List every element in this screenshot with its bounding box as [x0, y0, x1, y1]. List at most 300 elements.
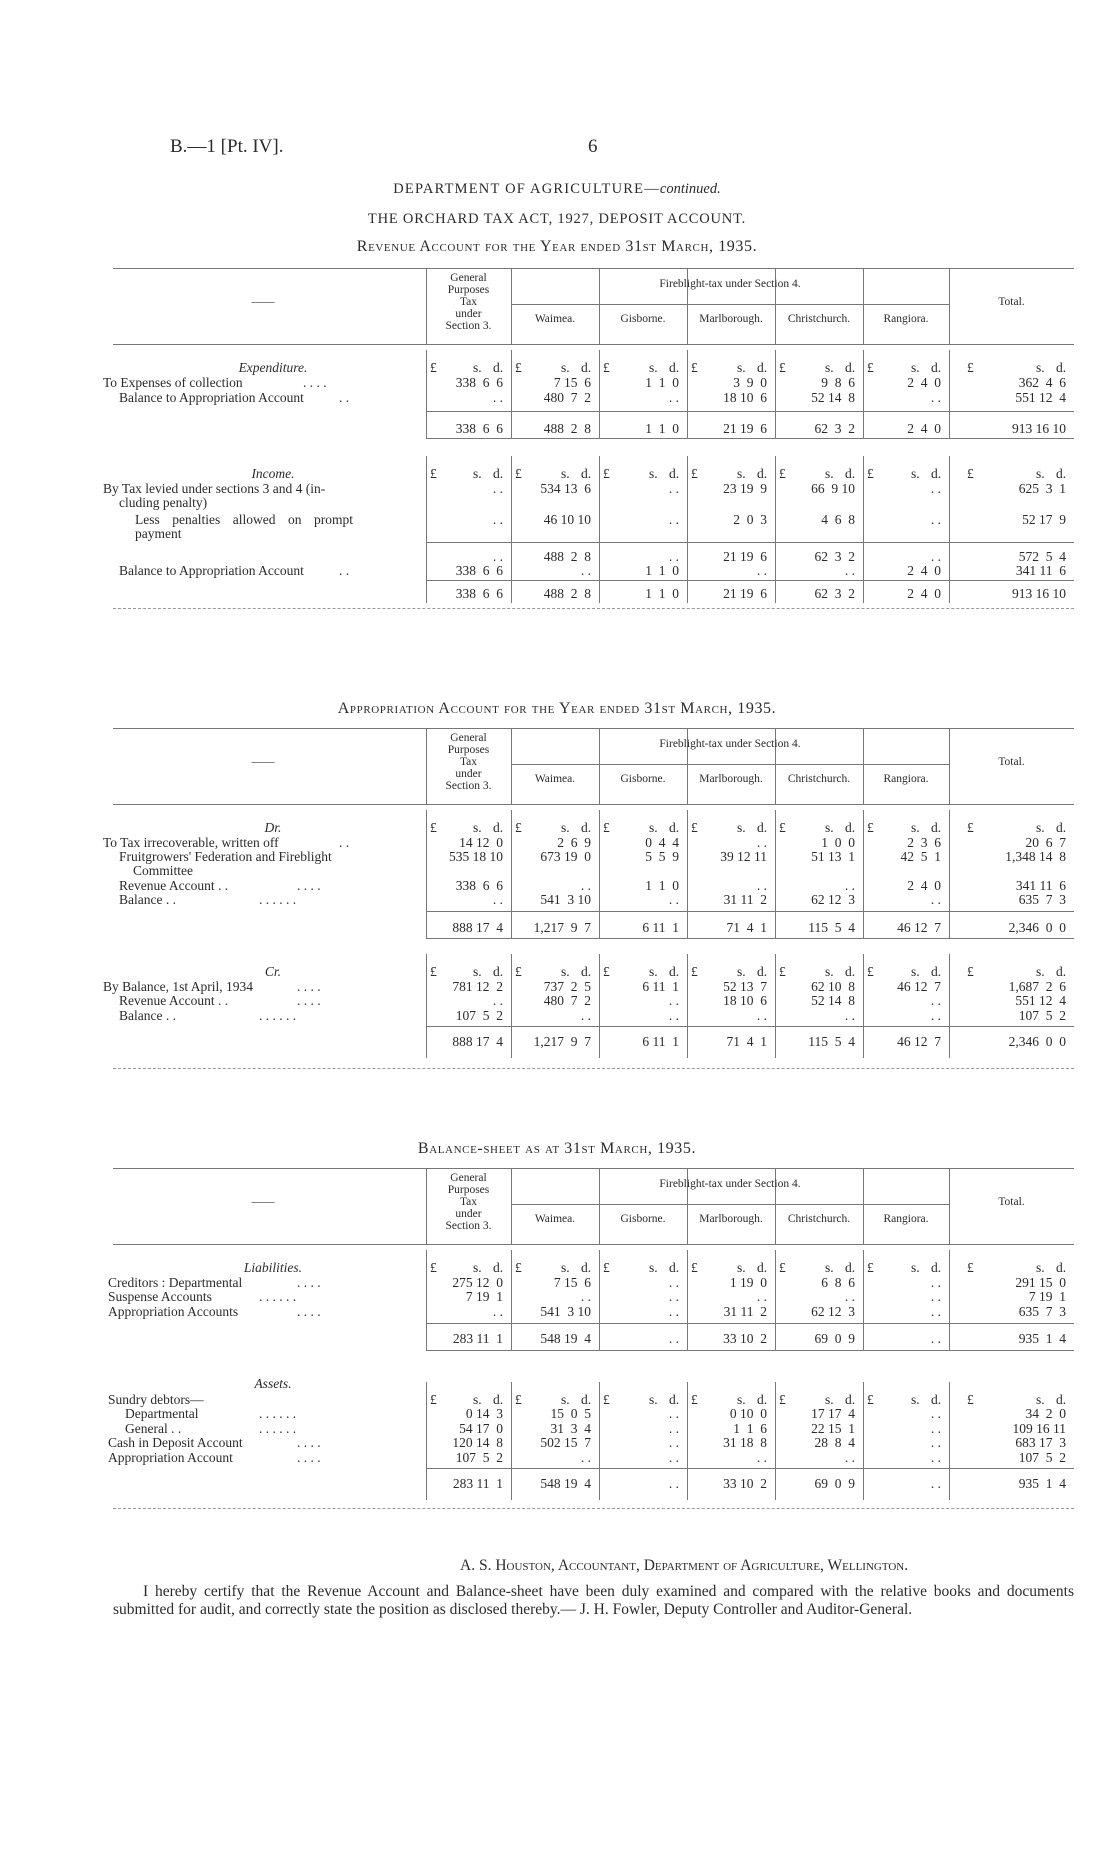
column-divider: [687, 1382, 688, 1500]
column-divider: [687, 456, 688, 580]
amount-cell: 338 6 6: [455, 586, 503, 601]
pound-symbol: £: [867, 964, 874, 979]
gisborne-header: Gisborne.: [620, 313, 666, 325]
row-label: cluding penalty): [119, 495, 208, 510]
pence-symbol: d.: [493, 360, 504, 375]
sum-rule: [426, 580, 1074, 581]
amount-cell: 551 12 4: [1015, 993, 1066, 1008]
pound-symbol: £: [515, 1260, 522, 1275]
row-label: Balance . .: [119, 892, 176, 907]
amount-cell: 52 14 8: [811, 390, 855, 405]
shilling-symbol: s.: [561, 964, 570, 979]
column-divider: [426, 1382, 427, 1500]
amount-cell: . .: [756, 835, 767, 850]
amount-cell: 28 8 4: [814, 1435, 855, 1450]
amount-cell: 7 19 1: [1028, 1289, 1066, 1304]
column-divider: [863, 580, 864, 603]
amount-cell: 1,217 9 7: [533, 1034, 591, 1049]
pence-symbol: d.: [1056, 466, 1067, 481]
amount-cell: 23 19 9: [723, 481, 767, 496]
column-divider: [949, 954, 950, 1058]
pence-symbol: d.: [581, 466, 592, 481]
amount-cell: 551 12 4: [1015, 390, 1066, 405]
christchurch-header: Christchurch.: [787, 773, 851, 785]
pound-symbol: £: [779, 1260, 786, 1275]
pound-symbol: £: [691, 466, 698, 481]
column-divider: [687, 954, 688, 1058]
amount-cell: . .: [492, 549, 503, 564]
amount-cell: 2 3 6: [907, 835, 941, 850]
amount-cell: 548 19 4: [540, 1476, 591, 1491]
amount-cell: 7 15 6: [553, 375, 591, 390]
amount-cell: 3 9 0: [733, 375, 767, 390]
pence-symbol: d.: [669, 964, 680, 979]
total-header: Total.: [998, 756, 1025, 768]
assets-heading: Assets.: [254, 1376, 292, 1391]
shilling-symbol: s.: [737, 820, 746, 835]
pence-symbol: d.: [757, 820, 768, 835]
shilling-symbol: s.: [649, 466, 658, 481]
row-label: Departmental: [125, 1406, 199, 1421]
column-divider: [775, 954, 776, 1058]
amount-cell: 62 10 8: [811, 979, 855, 994]
amount-cell: 488 2 8: [543, 586, 591, 601]
amount-cell: . .: [930, 1435, 941, 1450]
pound-symbol: £: [867, 466, 874, 481]
amount-cell: . .: [668, 1275, 679, 1290]
amount-cell: 69 0 9: [814, 1331, 855, 1346]
amount-cell: 283 11 1: [452, 1331, 503, 1346]
amount-cell: . .: [668, 481, 679, 496]
amount-cell: 291 15 0: [1015, 1275, 1066, 1290]
amount-cell: 888 17 4: [452, 920, 503, 935]
pence-symbol: d.: [493, 964, 504, 979]
auditor-certificate: I hereby certify that the Revenue Account and Balance-sheet have been duly examined and compared with the relative books and documents submitted for audit, and correctly state the position as disclosed thereby.— J. H. Fowler, Deputy Controller and Auditor-General.: [113, 1583, 1074, 1618]
pence-symbol: d.: [757, 964, 768, 979]
pound-symbol: £: [967, 1392, 974, 1407]
column-divider: [426, 954, 427, 1058]
amount-cell: 480 7 2: [543, 993, 591, 1008]
amount-cell: . .: [930, 1450, 941, 1465]
amount-cell: 1 1 0: [645, 375, 679, 390]
gisborne-header: Gisborne.: [620, 773, 666, 785]
amount-cell: 14 12 0: [459, 835, 503, 850]
amount-cell: . .: [930, 1304, 941, 1319]
shilling-symbol: s.: [473, 1392, 482, 1407]
amount-cell: 1,348 14 8: [1005, 849, 1066, 864]
shilling-symbol: s.: [825, 964, 834, 979]
amount-cell: 502 15 7: [540, 1435, 591, 1450]
row-label: Balance to Appropriation Account: [119, 563, 304, 578]
header-bottom-rule: [113, 344, 1074, 345]
amount-cell: . .: [844, 1008, 855, 1023]
shilling-symbol: s.: [473, 360, 482, 375]
amount-cell: 21 19 6: [723, 421, 767, 436]
act-heading: THE ORCHARD TAX ACT, 1927, DEPOSIT ACCOUNT.: [367, 211, 747, 227]
column-divider: [863, 954, 864, 1058]
leader-dots: . . . .: [297, 1304, 321, 1319]
row-label: To Tax irrecoverable, written off: [103, 835, 279, 850]
pence-symbol: d.: [931, 1260, 942, 1275]
shilling-symbol: s.: [911, 360, 920, 375]
amount-cell: 534 13 6: [540, 481, 591, 496]
pound-symbol: £: [430, 964, 437, 979]
shilling-symbol: s.: [825, 820, 834, 835]
leader-dots: . . . .: [297, 878, 321, 893]
pound-symbol: £: [967, 964, 974, 979]
table-bottom-rule: [113, 608, 1074, 609]
amount-cell: 31 11 2: [723, 1304, 767, 1319]
pound-symbol: £: [515, 820, 522, 835]
pound-symbol: £: [603, 1260, 610, 1275]
amount-cell: 107 5 2: [455, 1008, 503, 1023]
column-divider: [863, 1250, 864, 1350]
amount-cell: . .: [668, 549, 679, 564]
row-label: Sundry debtors—: [108, 1392, 204, 1407]
shilling-symbol: s.: [911, 964, 920, 979]
amount-cell: 535 18 10: [449, 849, 503, 864]
amount-cell: . .: [756, 878, 767, 893]
shilling-symbol: s.: [1036, 360, 1045, 375]
table-bottom-rule: [113, 1508, 1074, 1509]
amount-cell: . .: [668, 1304, 679, 1319]
leader-dots: . . . . . .: [259, 1406, 297, 1421]
amount-cell: . .: [668, 1008, 679, 1023]
sum-rule: [426, 1323, 1074, 1324]
page-number: 6: [588, 136, 598, 157]
amount-cell: . .: [756, 563, 767, 578]
amount-cell: 341 11 6: [1015, 563, 1066, 578]
general-tax-header: Section 3.: [445, 320, 492, 332]
amount-cell: . .: [668, 1421, 679, 1436]
general-tax-header: Tax: [459, 296, 478, 308]
stub-dash: ——: [251, 756, 275, 768]
amount-cell: 2 4 0: [907, 375, 941, 390]
shilling-symbol: s.: [649, 360, 658, 375]
amount-cell: 6 11 1: [642, 1034, 679, 1049]
total-header: Total.: [998, 296, 1025, 308]
amount-cell: 0 10 0: [729, 1406, 767, 1421]
shilling-symbol: s.: [473, 1260, 482, 1275]
pence-symbol: d.: [845, 360, 856, 375]
pound-symbol: £: [603, 1392, 610, 1407]
row-label: To Expenses of collection: [103, 375, 243, 390]
amount-cell: 20 6 7: [1025, 835, 1066, 850]
pence-symbol: d.: [493, 1392, 504, 1407]
pound-symbol: £: [691, 1260, 698, 1275]
pound-symbol: £: [691, 1392, 698, 1407]
table-top-rule: [113, 268, 1074, 269]
row-label: Creditors : Departmental: [108, 1275, 243, 1290]
amount-cell: 2 0 3: [733, 512, 767, 527]
pence-symbol: d.: [1056, 820, 1067, 835]
income-heading: Income.: [251, 466, 295, 481]
shilling-symbol: s.: [825, 1392, 834, 1407]
amount-cell: 5 5 9: [645, 849, 679, 864]
amount-cell: 107 5 2: [455, 1450, 503, 1465]
column-divider: [426, 1250, 427, 1350]
amount-cell: 635 7 3: [1018, 1304, 1066, 1319]
amount-cell: . .: [492, 390, 503, 405]
shilling-symbol: s.: [911, 466, 920, 481]
amount-cell: . .: [492, 1304, 503, 1319]
shilling-symbol: s.: [1036, 820, 1045, 835]
amount-cell: . .: [580, 1450, 591, 1465]
amount-cell: 1,217 9 7: [533, 920, 591, 935]
pence-symbol: d.: [757, 1260, 768, 1275]
amount-cell: 62 3 2: [814, 586, 855, 601]
total-header: Total.: [998, 1196, 1025, 1208]
pound-symbol: £: [967, 466, 974, 481]
leader-dots: . . . .: [297, 993, 321, 1008]
amount-cell: 54 17 0: [459, 1421, 503, 1436]
shilling-symbol: s.: [1036, 1392, 1045, 1407]
shilling-symbol: s.: [561, 360, 570, 375]
row-label: Less penalties allowed on prompt: [135, 512, 353, 527]
column-divider: [775, 350, 776, 438]
amount-cell: 107 5 2: [1018, 1450, 1066, 1465]
shilling-symbol: s.: [649, 1392, 658, 1407]
amount-cell: 33 10 2: [723, 1331, 767, 1346]
column-divider: [863, 456, 864, 580]
amount-cell: 39 12 11: [720, 849, 767, 864]
rangiora-header: Rangiora.: [883, 313, 929, 325]
amount-cell: 2 4 0: [907, 586, 941, 601]
pound-symbol: £: [603, 466, 610, 481]
pence-symbol: d.: [757, 1392, 768, 1407]
amount-cell: 935 1 4: [1018, 1476, 1066, 1491]
marlborough-header: Marlborough.: [699, 313, 763, 325]
pence-symbol: d.: [1056, 964, 1067, 979]
pound-symbol: £: [967, 1260, 974, 1275]
amount-cell: 283 11 1: [452, 1476, 503, 1491]
appropriation-account-table: [103, 728, 1074, 1103]
pound-symbol: £: [867, 1392, 874, 1407]
credit-heading: Cr.: [264, 964, 282, 979]
amount-cell: 22 15 1: [811, 1421, 855, 1436]
column-divider: [687, 580, 688, 603]
sum-rule: [426, 938, 1074, 939]
amount-cell: 0 4 4: [645, 835, 679, 850]
row-label: Suspense Accounts: [108, 1289, 212, 1304]
table-top-rule: [113, 1168, 1074, 1169]
pence-symbol: d.: [1056, 1260, 1067, 1275]
revenue-account-table: [103, 268, 1074, 674]
pence-symbol: d.: [493, 820, 504, 835]
row-label: By Balance, 1st April, 1934: [103, 979, 253, 994]
amount-cell: 541 3 10: [540, 892, 591, 907]
shilling-symbol: s.: [1036, 466, 1045, 481]
amount-cell: 62 3 2: [814, 549, 855, 564]
pence-symbol: d.: [669, 1392, 680, 1407]
revenue-account-title: Revenue Account for the Year ended 31st March, 1935.: [356, 238, 758, 255]
column-divider: [687, 350, 688, 438]
rangiora-header: Rangiora.: [883, 1213, 929, 1225]
general-tax-header: General: [450, 272, 487, 284]
pence-symbol: d.: [845, 466, 856, 481]
column-divider: [863, 810, 864, 938]
shilling-symbol: s.: [473, 466, 482, 481]
fireblight-header: Fireblight-tax under Section 4.: [659, 1178, 801, 1190]
row-label: General . .: [125, 1421, 182, 1436]
amount-cell: . .: [668, 1406, 679, 1421]
sum-rule: [426, 438, 1074, 439]
shilling-symbol: s.: [737, 964, 746, 979]
pound-symbol: £: [779, 820, 786, 835]
pence-symbol: d.: [931, 964, 942, 979]
balance-sheet-table: [108, 1168, 1074, 1543]
amount-cell: 62 12 3: [811, 1304, 855, 1319]
row-label: Appropriation Accounts: [108, 1304, 239, 1319]
amount-cell: 2,346 0 0: [1008, 920, 1066, 935]
pound-symbol: £: [603, 360, 610, 375]
amount-cell: 683 17 3: [1015, 1435, 1066, 1450]
shilling-symbol: s.: [561, 1392, 570, 1407]
column-divider: [863, 350, 864, 438]
amount-cell: . .: [930, 1476, 941, 1491]
fireblight-header: Fireblight-tax under Section 4.: [659, 278, 801, 290]
shilling-symbol: s.: [737, 466, 746, 481]
sum-rule: [426, 1468, 1074, 1469]
column-divider: [511, 954, 512, 1058]
pence-symbol: d.: [493, 1260, 504, 1275]
general-tax-header: Purposes: [447, 744, 490, 756]
column-divider: [775, 1250, 776, 1350]
amount-cell: 913 16 10: [1012, 421, 1066, 436]
amount-cell: 2 4 0: [907, 878, 941, 893]
amount-cell: . .: [930, 1275, 941, 1290]
pence-symbol: d.: [931, 820, 942, 835]
appropriation-account-title: Appropriation Account for the Year ended 31st March, 1935.: [337, 700, 777, 717]
pence-symbol: d.: [669, 360, 680, 375]
row-label: Balance to Appropriation Account: [119, 390, 304, 405]
general-tax-header: Purposes: [447, 284, 490, 296]
pound-symbol: £: [603, 964, 610, 979]
amount-cell: . .: [930, 1331, 941, 1346]
amount-cell: . .: [844, 878, 855, 893]
amount-cell: 338 6 6: [455, 563, 503, 578]
column-divider: [775, 456, 776, 580]
amount-cell: . .: [844, 563, 855, 578]
shilling-symbol: s.: [737, 360, 746, 375]
leader-dots: . . . .: [303, 375, 327, 390]
pound-symbol: £: [430, 1260, 437, 1275]
column-divider: [599, 456, 600, 580]
amount-cell: 46 12 7: [897, 1034, 941, 1049]
amount-cell: . .: [930, 1421, 941, 1436]
liabilities-heading: Liabilities.: [243, 1260, 303, 1275]
column-divider: [426, 350, 427, 438]
column-divider: [511, 810, 512, 938]
leader-dots: . . . .: [297, 1275, 321, 1290]
column-divider: [949, 456, 950, 580]
shilling-symbol: s.: [911, 820, 920, 835]
pence-symbol: d.: [757, 466, 768, 481]
column-divider: [949, 580, 950, 603]
document-reference: B.—1 [Pt. IV].: [170, 136, 284, 157]
column-divider: [599, 580, 600, 603]
amount-cell: . .: [930, 390, 941, 405]
amount-cell: 541 3 10: [540, 1304, 591, 1319]
pence-symbol: d.: [669, 820, 680, 835]
amount-cell: . .: [668, 512, 679, 527]
debit-heading: Dr.: [264, 820, 282, 835]
amount-cell: 548 19 4: [540, 1331, 591, 1346]
amount-cell: 480 7 2: [543, 390, 591, 405]
fireblight-header: Fireblight-tax under Section 4.: [659, 738, 801, 750]
amount-cell: . .: [930, 993, 941, 1008]
column-divider: [775, 810, 776, 938]
amount-cell: 338 6 6: [455, 375, 503, 390]
amount-cell: 635 7 3: [1018, 892, 1066, 907]
column-divider: [687, 810, 688, 938]
amount-cell: . .: [668, 390, 679, 405]
amount-cell: 18 10 6: [723, 390, 767, 405]
amount-cell: 107 5 2: [1018, 1008, 1066, 1023]
amount-cell: 913 16 10: [1012, 586, 1066, 601]
amount-cell: 62 12 3: [811, 892, 855, 907]
christchurch-header: Christchurch.: [787, 1213, 851, 1225]
gisborne-header: Gisborne.: [620, 1213, 666, 1225]
pound-symbol: £: [430, 1392, 437, 1407]
fireblight-rule: [511, 1204, 949, 1205]
amount-cell: . .: [492, 481, 503, 496]
amount-cell: . .: [580, 878, 591, 893]
amount-cell: . .: [756, 1450, 767, 1465]
amount-cell: 7 15 6: [553, 1275, 591, 1290]
amount-cell: 935 1 4: [1018, 1331, 1066, 1346]
row-label: Appropriation Account: [108, 1450, 233, 1465]
amount-cell: 781 12 2: [452, 979, 503, 994]
amount-cell: 2 4 0: [907, 421, 941, 436]
row-label: Balance . .: [119, 1008, 176, 1023]
column-divider: [949, 1250, 950, 1350]
amount-cell: 115 5 4: [808, 1034, 855, 1049]
amount-cell: 52 14 8: [811, 993, 855, 1008]
amount-cell: . .: [668, 1476, 679, 1491]
pound-symbol: £: [779, 466, 786, 481]
amount-cell: 1 1 0: [645, 421, 679, 436]
table-bottom-rule: [113, 1068, 1074, 1069]
column-divider: [511, 1250, 512, 1350]
pound-symbol: £: [967, 360, 974, 375]
amount-cell: . .: [930, 512, 941, 527]
amount-cell: . .: [930, 1008, 941, 1023]
amount-cell: 7 19 1: [465, 1289, 503, 1304]
shilling-symbol: s.: [649, 1260, 658, 1275]
shilling-symbol: s.: [911, 1392, 920, 1407]
amount-cell: 888 17 4: [452, 1034, 503, 1049]
sum-rule: [426, 911, 1074, 912]
pound-symbol: £: [430, 466, 437, 481]
general-tax-header: Purposes: [447, 1184, 490, 1196]
amount-cell: 52 13 7: [723, 979, 767, 994]
column-divider: [426, 456, 427, 580]
pound-symbol: £: [967, 820, 974, 835]
pence-symbol: d.: [581, 1392, 592, 1407]
amount-cell: . .: [580, 563, 591, 578]
column-divider: [599, 810, 600, 938]
column-divider: [511, 1382, 512, 1500]
pence-symbol: d.: [845, 1260, 856, 1275]
amount-cell: 66 9 10: [811, 481, 855, 496]
amount-cell: 625 3 1: [1018, 481, 1066, 496]
amount-cell: 1 0 0: [821, 835, 855, 850]
amount-cell: 9 8 6: [821, 375, 855, 390]
amount-cell: 341 11 6: [1015, 878, 1066, 893]
general-tax-header: under: [455, 308, 482, 320]
sum-rule: [426, 1026, 1074, 1027]
